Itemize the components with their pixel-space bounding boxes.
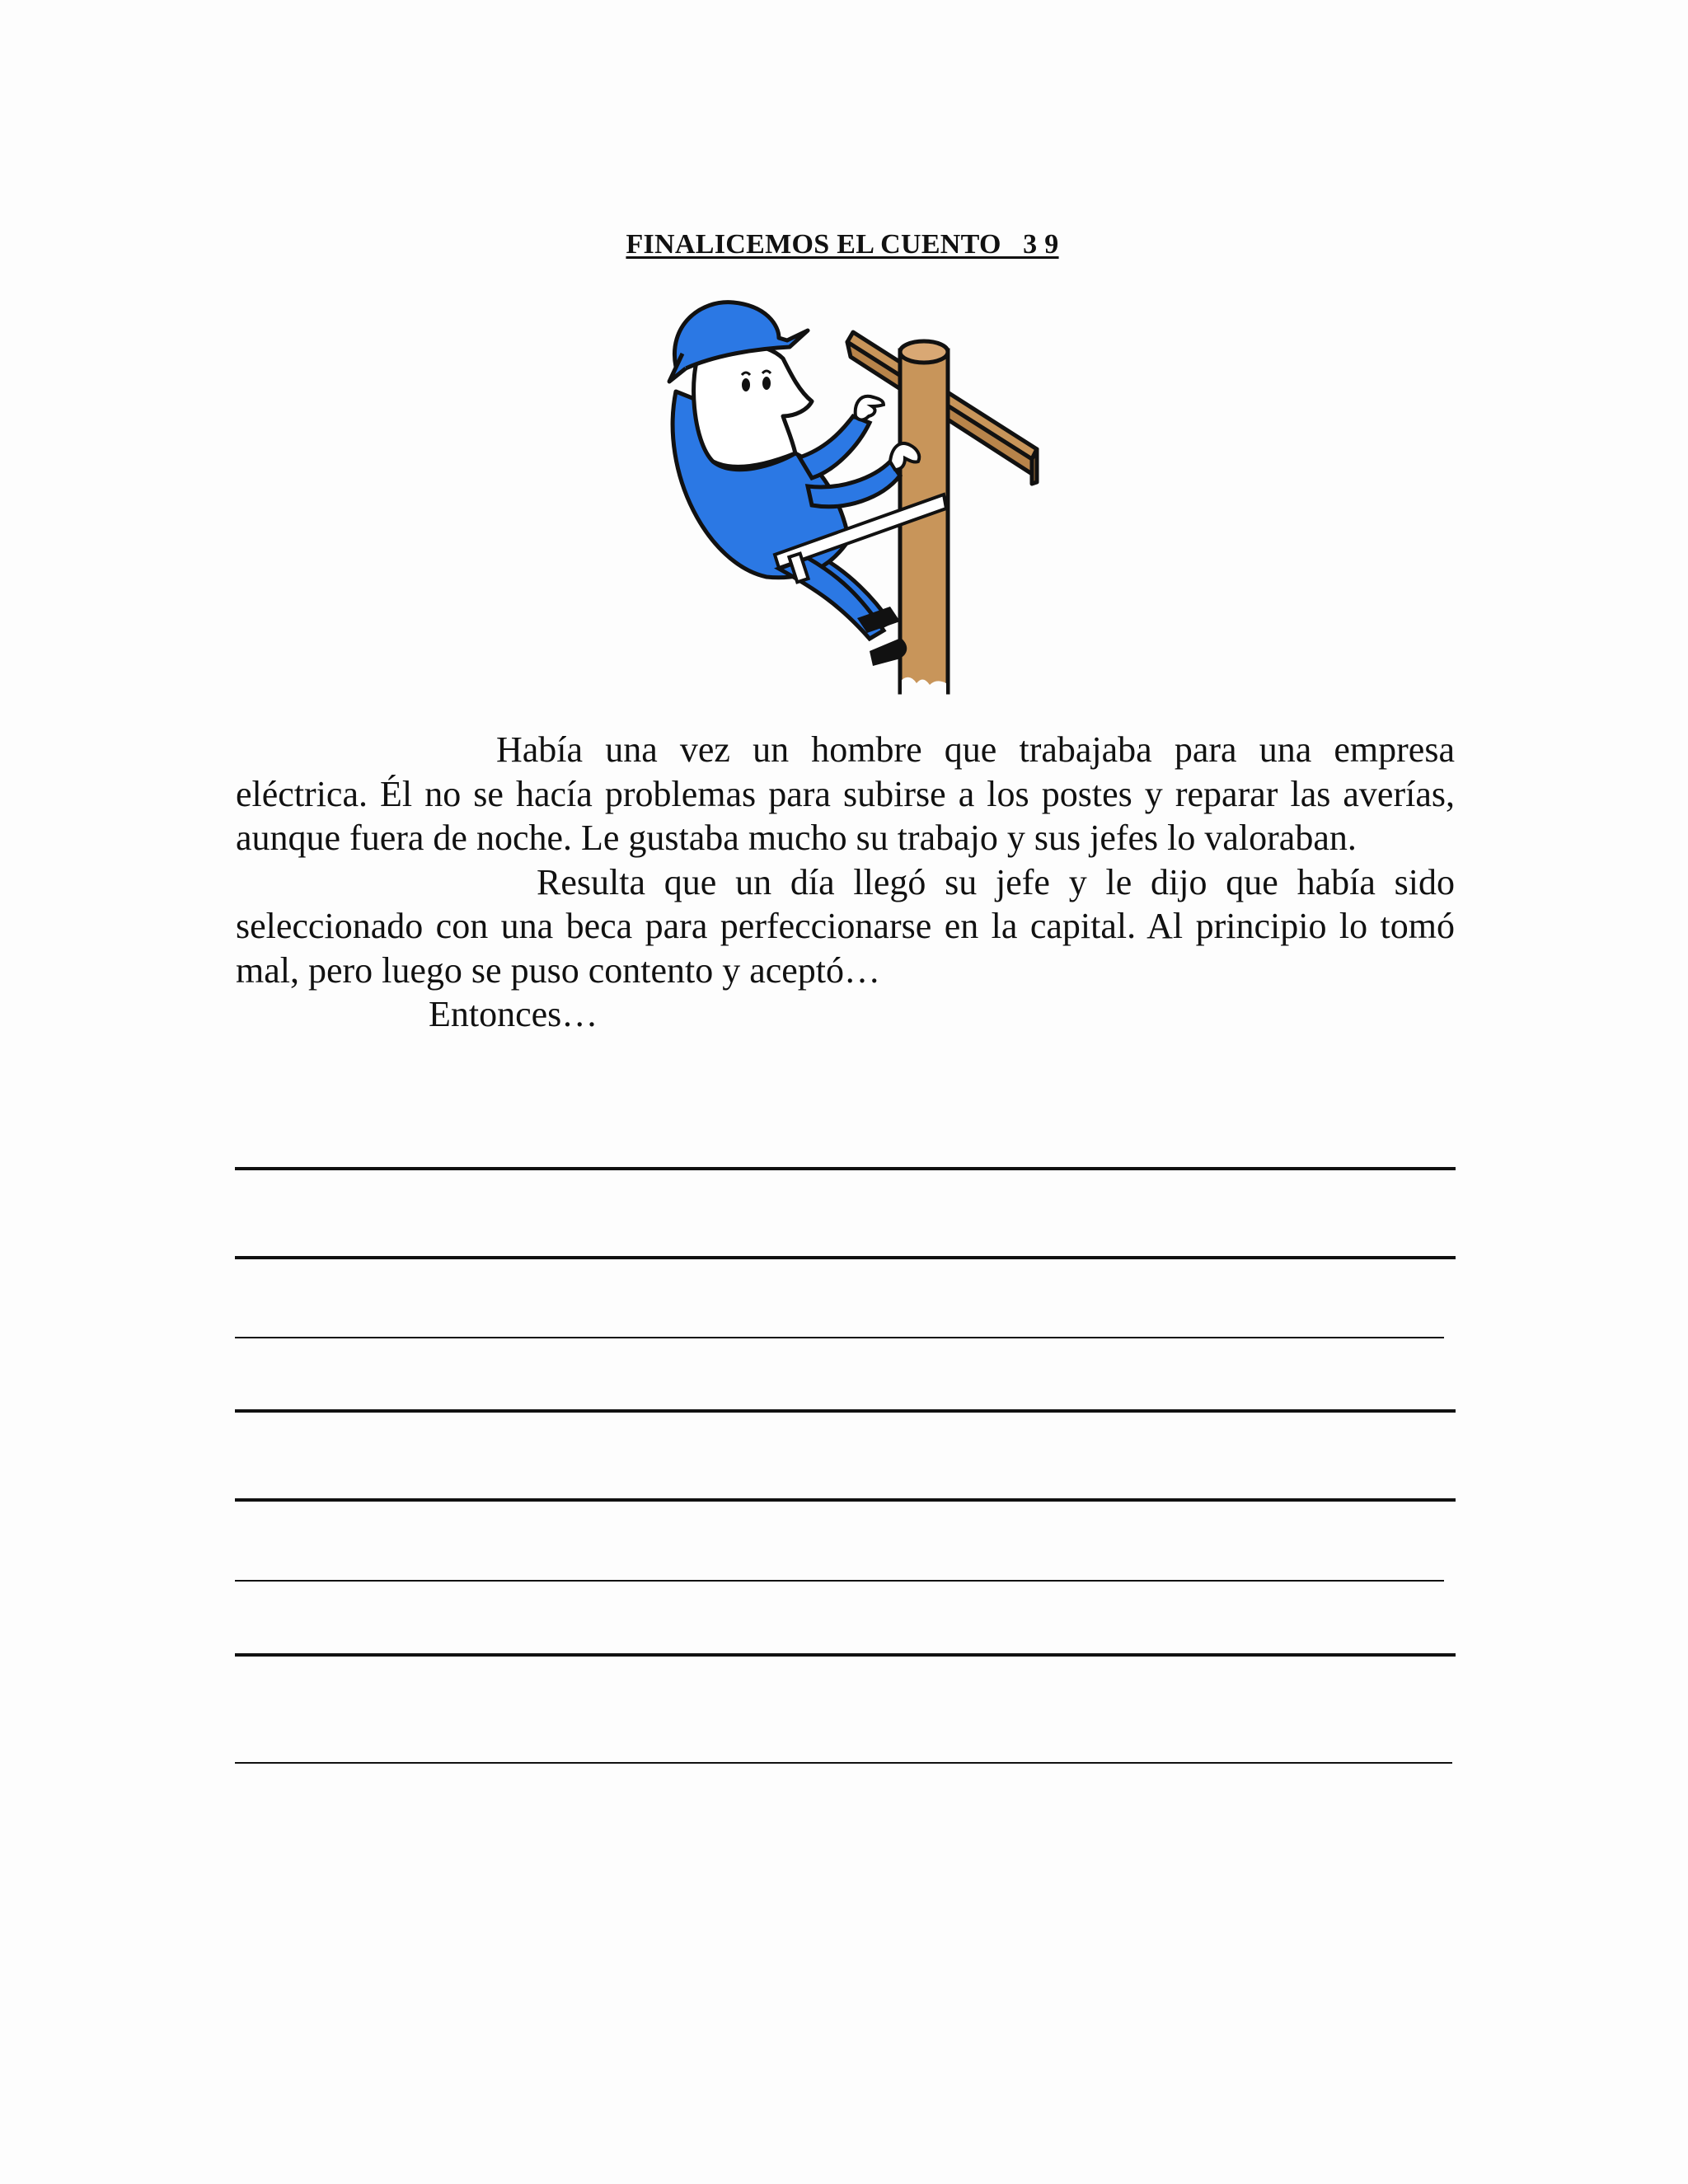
- answer-line[interactable]: [235, 1167, 1456, 1170]
- story-prompt: Entonces…: [429, 994, 598, 1034]
- answer-line[interactable]: [235, 1256, 1456, 1259]
- worksheet-title: FINALICEMOS EL CUENTO 3 9: [626, 229, 1059, 260]
- answer-line[interactable]: [235, 1580, 1444, 1582]
- story-paragraph-2: Resulta que un día llegó su jefe y le dijo que había sido seleccionado con una beca para perfeccionarse en la capital. Al principio lo tomó mal, pero luego se puso contento y aceptó…: [236, 861, 1455, 991]
- answer-line[interactable]: [235, 1337, 1444, 1338]
- story-text: [236, 728, 1455, 1037]
- answer-line[interactable]: [235, 1762, 1452, 1764]
- story-paragraph-1: Había una vez un hombre que trabajaba para una empresa eléctrica. Él no se hacía problemas para subirse a los postes y reparar las averías, aunque fuera de noche. Le gustaba mucho su trabajo y sus jefes lo valoraban.: [236, 729, 1455, 858]
- answer-line[interactable]: [235, 1409, 1456, 1413]
- electrician-climbing-pole-icon: [643, 293, 1055, 696]
- answer-line[interactable]: [235, 1498, 1456, 1502]
- answer-line[interactable]: [235, 1653, 1456, 1657]
